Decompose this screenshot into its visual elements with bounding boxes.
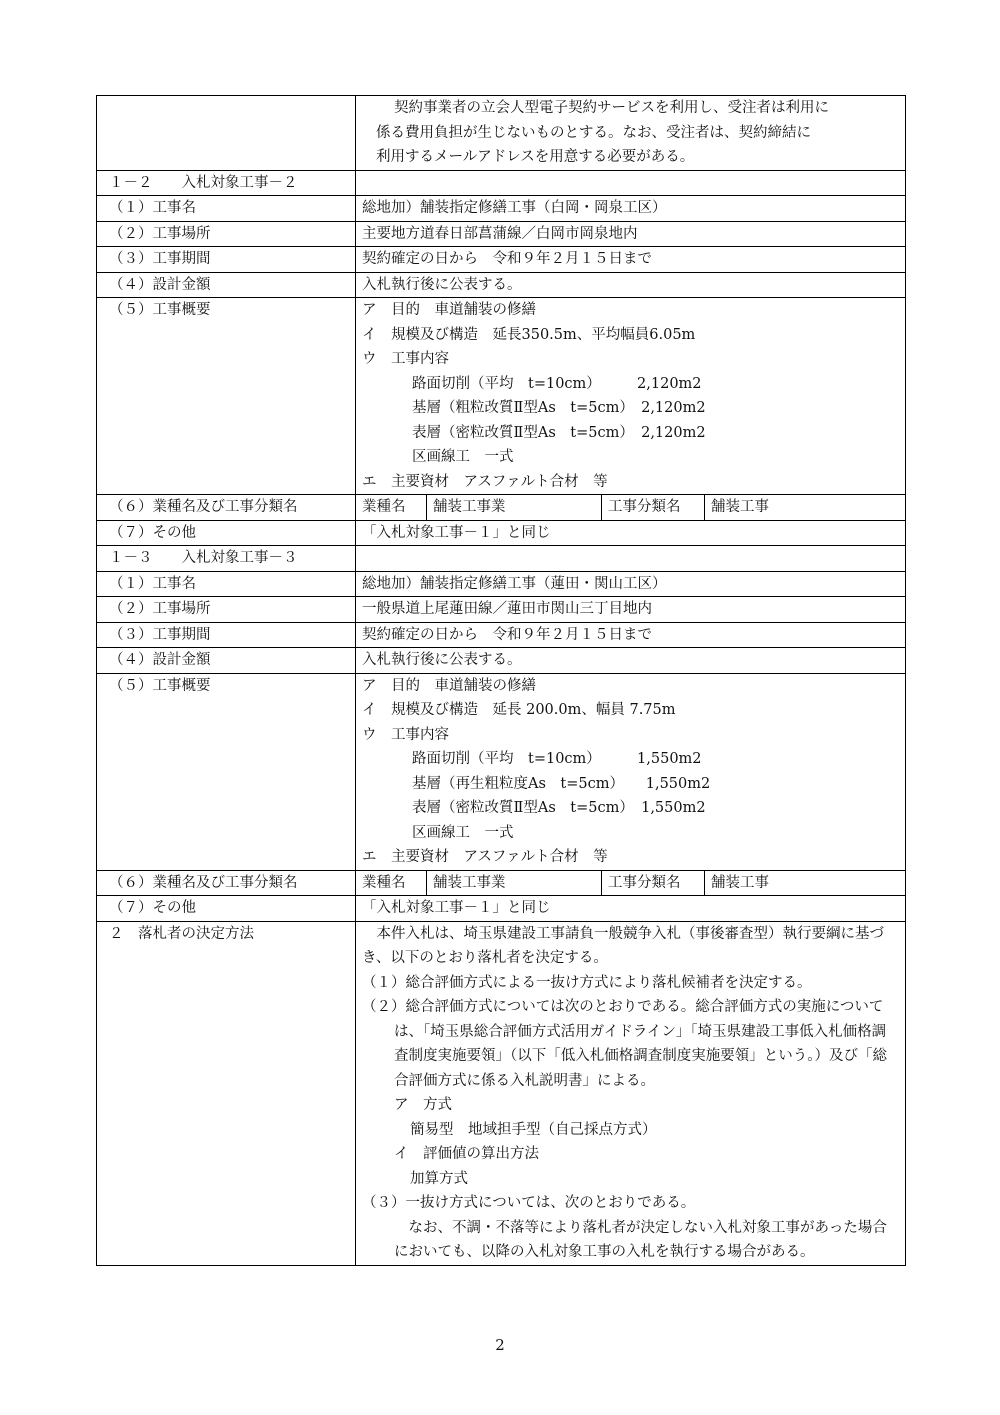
field-label: （２）工事場所	[97, 597, 356, 623]
field-value: 「入札対象工事－１」と同じ	[356, 520, 906, 546]
class-value: 舗装工事	[711, 499, 769, 515]
table-row	[97, 272, 906, 298]
table-row	[97, 520, 906, 546]
work-item: 表層（密粒改質Ⅱ型As t=5cm） 1,550m2	[412, 800, 706, 816]
table-row	[97, 96, 906, 171]
summary-cell	[356, 673, 906, 870]
table-row	[97, 196, 906, 222]
table-row	[97, 495, 906, 521]
summary-line: ウ 工事内容	[362, 726, 449, 743]
field-label: （７）その他	[97, 520, 356, 546]
type-cell	[356, 495, 906, 521]
class-label: 工事分類名	[602, 871, 705, 896]
sub-text: 簡易型 地域担手型（自己採点方式）	[410, 1121, 657, 1138]
type-value: 舗装工事業	[427, 871, 602, 896]
summary-line: エ 主要資材 アスファルト合材 等	[362, 849, 608, 865]
field-label: （４）設計金額	[97, 648, 356, 674]
table-row	[97, 648, 906, 674]
text-line: 係る費用負担が生じないものとする。なお、受注者は、契約締結に	[376, 124, 811, 141]
page-number: 2	[495, 1336, 505, 1354]
summary-line: ア 目的 車道舗装の修繕	[362, 677, 536, 694]
type-subtable	[356, 495, 905, 520]
field-label: （５）工事概要	[97, 298, 356, 495]
summary-line: ア 目的 車道舗装の修繕	[362, 302, 536, 318]
table-row	[97, 673, 906, 870]
paragraph: （１）総合評価方式による一抜け方式により落札候補者を決定する。	[362, 974, 812, 991]
work-item: 基層（再生粗粒度As t=5cm） 1,550m2	[412, 775, 711, 792]
table-row	[97, 622, 906, 648]
type-cell	[356, 870, 906, 896]
field-value: 総地加）舗装指定修繕工事（白岡・岡泉工区）	[356, 196, 906, 222]
table-row	[97, 921, 906, 1265]
summary-line: ウ 工事内容	[362, 351, 449, 367]
decision-method-cell	[356, 921, 906, 1265]
class-label: 工事分類名	[602, 495, 705, 520]
work-item: 路面切削（平均 t=10cm） 1,550m2	[412, 751, 702, 767]
field-value: 主要地方道春日部菖蒲線／白岡市岡泉地内	[356, 221, 906, 247]
table-row	[97, 221, 906, 247]
section-heading: １－３ 入札対象工事－３	[97, 546, 356, 572]
summary-cell	[356, 298, 906, 495]
field-label: （７）その他	[97, 896, 356, 922]
summary-line: イ 規模及び構造 延長350.5m、平均幅員6.05m	[362, 326, 696, 343]
document-table	[96, 95, 906, 1266]
table-row	[97, 571, 906, 597]
field-value: 「入札対象工事－１」と同じ	[356, 896, 906, 922]
paragraph: なお、不調・不落等により落札者が決定しない入札対象工事があった場合においても、以降の入札対象工事の入札を執行する場合がある。	[394, 1219, 887, 1260]
text-line: 契約事業者の立会人型電子契約サービスを利用し、受注者は利用に	[394, 100, 829, 116]
table-row	[97, 896, 906, 922]
work-item: 基層（粗粒改質Ⅱ型As t=5cm） 2,120m2	[412, 400, 706, 416]
field-value: 入札執行後に公表する。	[356, 648, 906, 674]
summary-line: エ 主要資材 アスファルト合材 等	[362, 473, 608, 490]
work-item: 区画線工 一式	[412, 824, 514, 841]
top-text-cell	[356, 96, 906, 171]
paragraph: （２）総合評価方式については次のとおりである。総合評価方式の実施については、「埼玉県総合評価方式活用ガイドライン」「埼玉県建設工事低入札価格調査制度実施要領」（以下「低入札価格調査制度実施要領」という。）及び「総合評価方式に係る入札説明書」による。	[362, 999, 887, 1089]
type-label: 業種名	[356, 871, 427, 896]
table-row	[97, 170, 906, 196]
field-value: 契約確定の日から 令和９年２月１５日まで	[356, 622, 906, 648]
field-value: 契約確定の日から 令和９年２月１５日まで	[356, 247, 906, 273]
sub-heading: イ 評価値の算出方法	[394, 1146, 539, 1162]
field-value: 一般県道上尾蓮田線／蓮田市関山三丁目地内	[356, 597, 906, 623]
empty-cell	[356, 546, 906, 572]
type-subtable	[356, 871, 905, 896]
section-heading: １－２ 入札対象工事－２	[97, 170, 356, 196]
paragraph: 本件入札は、埼玉県建設工事請負一般競争入札（事後審査型）執行要綱に基づき、以下のとおり落札者を決定する。	[362, 925, 884, 966]
field-label: （１）工事名	[97, 196, 356, 222]
work-item: 区画線工 一式	[412, 449, 514, 465]
field-value: 総地加）舗装指定修繕工事（蓮田・関山工区）	[356, 571, 906, 597]
text-line: 利用するメールアドレスを用意する必要がある。	[376, 149, 695, 165]
paragraph: （３）一抜け方式については、次のとおりである。	[362, 1195, 696, 1211]
summary-line: イ 規模及び構造 延長 200.0m、幅員 7.75m	[362, 702, 676, 718]
table-row	[97, 298, 906, 495]
type-value: 舗装工事業	[427, 495, 602, 520]
field-label: （６）業種名及び工事分類名	[97, 495, 356, 521]
field-label: （４）設計金額	[97, 272, 356, 298]
table-row	[97, 247, 906, 273]
class-value: 舗装工事	[711, 874, 769, 891]
work-item: 路面切削（平均 t=10cm） 2,120m2	[412, 375, 702, 392]
sub-text: 加算方式	[410, 1170, 468, 1187]
type-label: 業種名	[356, 495, 427, 520]
table-row	[97, 870, 906, 896]
table-row	[97, 597, 906, 623]
field-label: （５）工事概要	[97, 673, 356, 870]
field-label: （６）業種名及び工事分類名	[97, 870, 356, 896]
work-item: 表層（密粒改質Ⅱ型As t=5cm） 2,120m2	[412, 424, 706, 441]
field-label: （３）工事期間	[97, 622, 356, 648]
field-label: （３）工事期間	[97, 247, 356, 273]
sub-heading: ア 方式	[394, 1097, 452, 1113]
field-label: （２）工事場所	[97, 221, 356, 247]
field-value: 入札執行後に公表する。	[356, 272, 906, 298]
table-row	[97, 546, 906, 572]
section-heading: ２ 落札者の決定方法	[97, 921, 356, 1265]
empty-cell	[97, 96, 356, 171]
field-label: （１）工事名	[97, 571, 356, 597]
empty-cell	[356, 170, 906, 196]
